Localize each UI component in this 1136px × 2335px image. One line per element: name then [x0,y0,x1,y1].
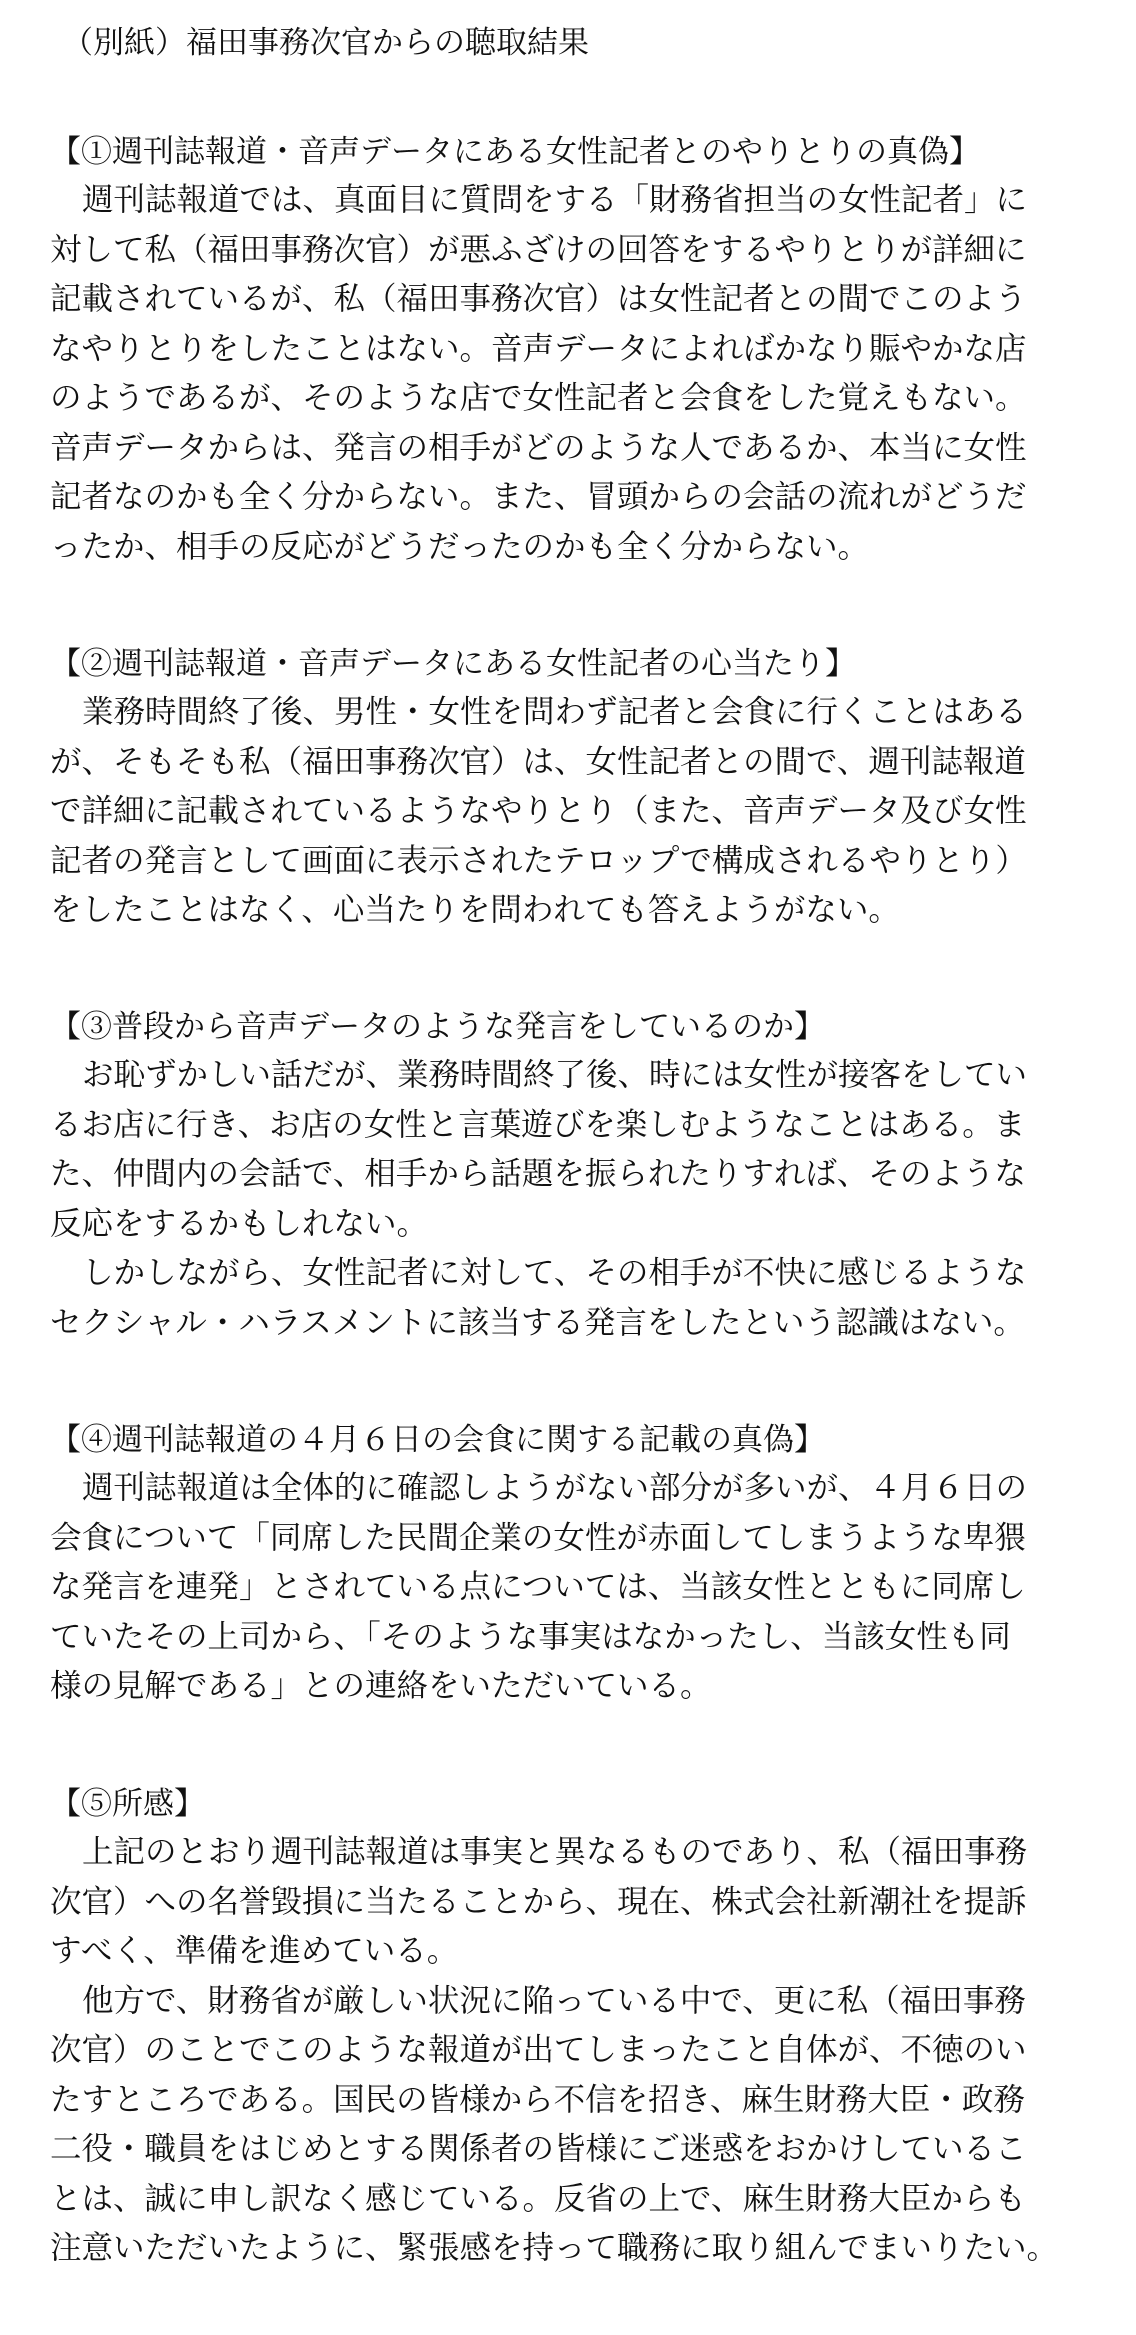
section-heading: 【⑤所感】 [50,1786,205,1822]
text-line: 上記のとおり週刊誌報道は事実と異なるものであり、私（福田事務 [82,1834,1028,1870]
text-line: ていたその上司から、「そのような事実はなかったし、当該女性も同 [50,1618,1011,1655]
section-heading: 【①週刊誌報道・音声データにある女性記者とのやりとりの真偽】 [50,134,980,170]
text-line: た、仲間内の会話で、相手から話題を振られたりすれば、そのような [50,1156,1026,1192]
text-line: をしたことはなく、心当たりを問われても答えようがない。 [50,892,900,928]
text-line: 次官）への名誉毀損に当たることから、現在、株式会社新潮社を提訴 [50,1883,1027,1920]
text-line: 二役・職員をはじめとする関係者の皆様にご迷惑をおかけしているこ [50,2131,1027,2167]
text-line: 業務時間終了後、男性・女性を問わず記者と会食に行くことはある [82,694,1028,730]
text-line: 記載されているが、私（福田事務次官）は女性記者との間でこのよう [50,281,1027,317]
section-heading: 【③普段から音声データのような発言をしているのか】 [50,1009,825,1045]
text-line: が、そもそも私（福田事務次官）は、女性記者との間で、週刊誌報道 [50,743,1026,780]
text-line: 次官）のことでこのような報道が出てしまったこと自体が、不徳のい [50,2032,1027,2068]
text-line: 注意いただいたように、緊張感を持って職務に取り組んでまいりたい。 [50,2230,1059,2266]
section-4 [50,1416,1090,1712]
section-heading: 【②週刊誌報道・音声データにある女性記者の心当たり】 [50,646,856,682]
text-line: 週刊誌報道は全体的に確認しようがない部分が多いが、４月６日の [82,1470,1028,1506]
text-line: たすところである。国民の皆様から不信を招き、麻生財務大臣・政務 [50,2081,1025,2118]
document-title: （別紙）福田事務次官からの聴取結果 [62,25,589,61]
paragraph [50,1977,1090,2274]
text-line: なやりとりをしたことはない。音声データによればかなり賑やかな店 [50,330,1027,367]
text-line: ったか、相手の反応がどうだったのかも全く分からない。 [50,528,870,565]
paragraph [50,688,1090,936]
text-line: 記者なのかも全く分からない。また、冒頭からの会話の流れがどうだ [50,479,1027,515]
paragraph [50,176,1090,572]
paragraph [50,1828,1090,1977]
section-3 [50,1003,1090,1348]
text-line: お恥ずかしい話だが、業務時間終了後、時には女性が接客をしてい [82,1057,1028,1093]
text-line: な発言を連発」とされている点については、当該女性とともに同席し [50,1569,1026,1605]
text-line: 音声データからは、発言の相手がどのような人であるか、本当に女性 [50,429,1027,466]
text-line: で詳細に記載されているようなやりとり（また、音声データ及び女性 [50,793,1027,829]
paragraph [50,1051,1090,1249]
text-line: 様の見解である」との連絡をいただいている。 [50,1668,712,1704]
text-line: 反応をするかもしれない。 [50,1205,429,1242]
paragraph [50,1249,1090,1348]
text-line: 他方で、財務省が厳しい状況に陥っている中で、更に私（福田事務 [82,1982,1026,2019]
text-line: るお店に行き、お店の女性と言葉遊びを楽しむようなことはある。ま [50,1106,1026,1143]
text-line: 会食について「同席した民間企業の女性が赤面してしまうような卑猥 [50,1519,1026,1556]
section-2 [50,640,1090,936]
text-line: セクシャル・ハラスメントに該当する発言をしたという認識はない。 [50,1304,1025,1341]
text-line: すべく、準備を進めている。 [50,1933,459,1969]
text-line: 対して私（福田事務次官）が悪ふざけの回答をするやりとりが詳細に [50,231,1027,268]
text-line: のようであるが、そのような店で女性記者と会食をした覚えもない。 [50,380,1027,416]
text-line: しかしながら、女性記者に対して、その相手が不快に感じるような [82,1255,1027,1291]
section-1 [50,128,1090,572]
text-line: とは、誠に申し訳なく感じている。反省の上で、麻生財務大臣からも [50,2180,1026,2217]
section-heading: 【④週刊誌報道の４月６日の会食に関する記載の真偽】 [50,1422,825,1458]
text-line: 週刊誌報道では、真面目に質問をする「財務省担当の女性記者」に [82,182,1028,218]
section-5 [50,1780,1090,2274]
paragraph [50,1464,1090,1712]
text-line: 記者の発言として画面に表示されたテロップで構成されるやりとり） [50,842,1027,879]
